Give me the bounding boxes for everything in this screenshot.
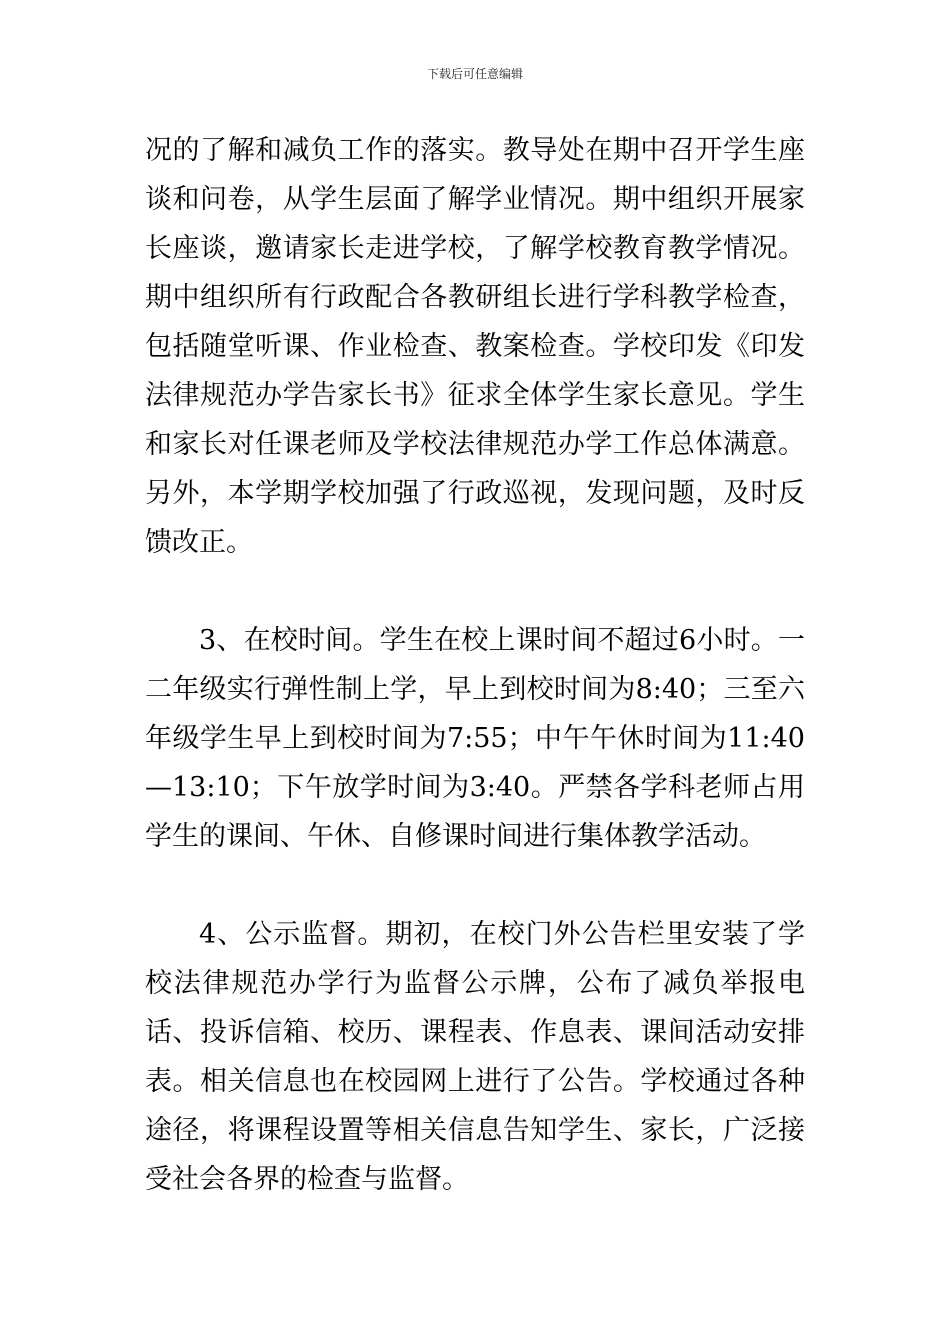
paragraph-school-time: 3、在校时间。学生在校上课时间不超过6小时。一二年级实行弹性制上学，早上到校时间为8:40；三至六年级学生早上到校时间为7:55；中午午休时间为11:40—13:10；下午放学时间为3:40。严禁各学科老师占用学生的课间、午休、自修课时间进行集体教学活动。: [145, 625, 805, 852]
paragraph-continuation: 况的了解和减负工作的落实。教导处在期中召开学生座谈和问卷，从学生层面了解学业情况。期中组织开展家长座谈，邀请家长走进学校，了解学校教育教学情况。期中组织所有行政配合各教研组长进行学科教学检查，包括随堂听课、作业检查、教案检查。学校印发《印发法律规范办学告家长书》征求全体学生家长意见。学生和家长对任课老师及学校法律规范办学工作总体满意。另外，本学期学校加强了行政巡视，发现问题，及时反馈改正。: [145, 135, 805, 558]
header-note: 下载后可任意编辑: [426, 67, 523, 81]
document-body: [145, 126, 805, 1204]
paragraph-public-supervision: 4、公示监督。期初，在校门外公告栏里安装了学校法律规范办学行为监督公示牌，公布了减负举报电话、投诉信箱、校历、课程表、作息表、课间活动安排表。相关信息也在校园网上进行了公告。学校通过各种途径，将课程设置等相关信息告知学生、家长，广泛接受社会各界的检查与监督。: [145, 919, 805, 1195]
